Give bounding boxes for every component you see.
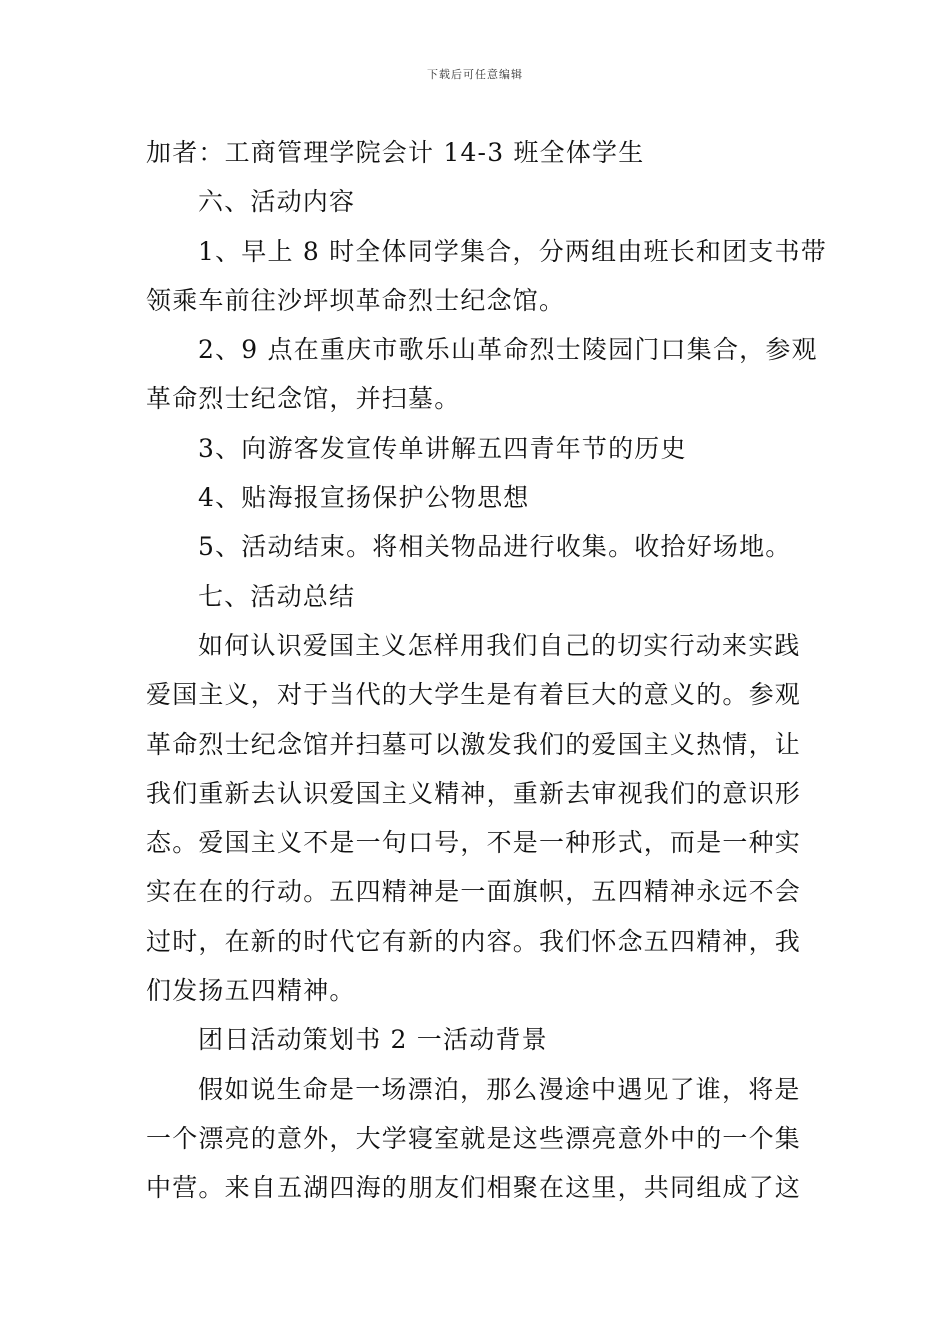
text-line: 4、贴海报宣扬保护公物思想 (198, 483, 530, 513)
text-line: 我们重新去认识爱国主义精神，重新去审视我们的意识形 (146, 778, 802, 808)
text-line: 过时，在新的时代它有新的内容。我们怀念五四精神，我 (146, 926, 802, 956)
text-line: 一个漂亮的意外，大学寝室就是这些漂亮意外中的一个集 (146, 1123, 802, 1153)
text-line: 团日活动策划书 2 一活动背景 (198, 1025, 548, 1055)
text-line: 爱国主义，对于当代的大学生是有着巨大的意义的。参观 (146, 680, 802, 710)
text-line: 实在在的行动。五四精神是一面旗帜，五四精神永远不会 (146, 877, 802, 907)
text-line: 革命烈士纪念馆并扫墓可以激发我们的爱国主义热情，让 (146, 729, 802, 759)
text-line: 加者：工商管理学院会计 14-3 班全体学生 (146, 138, 645, 167)
text-line: 领乘车前往沙坪坝革命烈士纪念馆。 (146, 285, 566, 315)
text-line: 2、9 点在重庆市歌乐山革命烈士陵园门口集合，参观 (198, 335, 818, 365)
document-body (146, 128, 827, 1213)
page-header: 下载后可任意编辑 (427, 68, 523, 81)
text-line: 革命烈士纪念馆，并扫墓。 (146, 384, 461, 414)
text-line: 如何认识爱国主义怎样用我们自己的切实行动来实践 (198, 630, 801, 660)
text-line: 六、活动内容 (198, 187, 356, 217)
text-line: 1、早上 8 时全体同学集合，分两组由班长和团支书带 (198, 236, 827, 266)
text-line: 态。爱国主义不是一句口号，不是一种形式，而是一种实 (146, 828, 802, 858)
text-line: 假如说生命是一场漂泊，那么漫途中遇见了谁，将是 (198, 1074, 801, 1104)
text-line: 3、向游客发宣传单讲解五四青年节的历史 (198, 433, 687, 463)
text-line: 们发扬五四精神。 (146, 976, 356, 1006)
text-line: 5、活动结束。将相关物品进行收集。收拾好场地。 (198, 532, 792, 562)
text-line: 七、活动总结 (198, 581, 356, 611)
text-line: 中营。来自五湖四海的朋友们相聚在这里，共同组成了这 (146, 1173, 802, 1203)
